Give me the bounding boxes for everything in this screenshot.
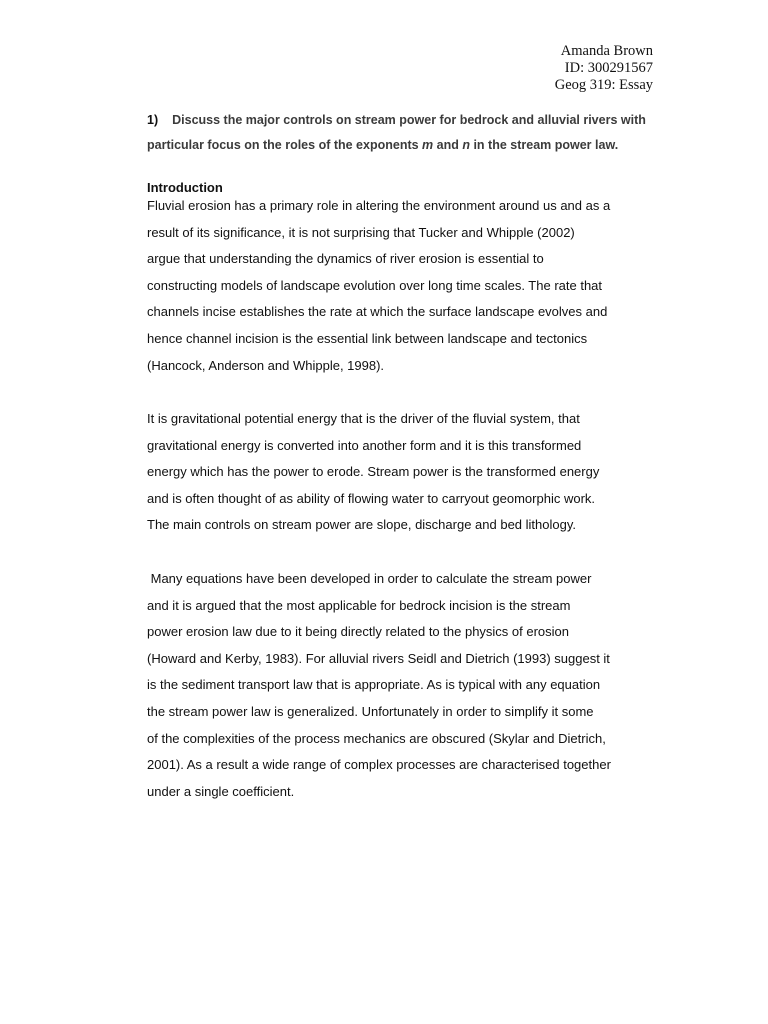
exponent-n: n [462, 138, 470, 152]
author-header [555, 43, 653, 94]
question-text-2b: and [433, 138, 463, 152]
exponent-m: m [422, 138, 434, 152]
paragraph-line: (Howard and Kerby, 1983). For alluvial rivers Seidl and Dietrich (1993) suggest it [147, 650, 610, 666]
paragraph-line: 2001). As a result a wide range of complex processes are characterised together [147, 757, 611, 773]
paragraph-line: and is often thought of as ability of flowing water to carryout geomorphic work. [147, 490, 596, 506]
paragraph-line: and it is argued that the most applicable for bedrock incision is the stream [147, 597, 571, 613]
paragraph-line: The main controls on stream power are slope, discharge and bed lithology. [147, 517, 576, 533]
paragraph-3 [147, 566, 655, 805]
paragraph-line: Fluvial erosion has a primary role in altering the environment around us and as a [147, 198, 611, 213]
student-id: ID: 300291567 [564, 60, 653, 76]
paragraph-line: the stream power law is generalized. Unfortunately in order to simplify it some [147, 703, 594, 719]
section-heading-introduction: Introduction [147, 180, 223, 195]
paragraph-1 [147, 193, 655, 379]
paragraph-2 [147, 406, 655, 539]
paragraph-line: is the sediment transport law that is appropriate. As is typical with any equation [147, 677, 601, 693]
question-number: 1) [147, 113, 159, 127]
paragraph-line: gravitational energy is converted into another form and it is this transformed [147, 437, 582, 453]
essay-question [147, 108, 647, 158]
paragraph-line: result of its significance, it is not surprising that Tucker and Whipple (2002) [147, 224, 575, 240]
question-line-2 [147, 133, 647, 158]
paragraph-line: argue that understanding the dynamics of river erosion is essential to [147, 251, 544, 267]
paragraph-line: constructing models of landscape evolution over long time scales. The rate that [147, 277, 603, 293]
paragraph-line: hence channel incision is the essential link between landscape and tectonics [147, 330, 588, 346]
question-text-2a: particular focus on the roles of the exponents [147, 138, 423, 152]
author-name: Amanda Brown [560, 43, 653, 59]
paragraph-line: It is gravitational potential energy that is the driver of the fluvial system, that [147, 411, 580, 426]
paragraph-line: energy which has the power to erode. Stream power is the transformed energy [147, 464, 600, 480]
question-text-2c: in the stream power law. [469, 138, 619, 152]
paragraph-line: of the complexities of the process mechanics are obscured (Skylar and Dietrich, [147, 730, 606, 746]
question-text-1: Discuss the major controls on stream power for bedrock and alluvial rivers with [172, 113, 646, 127]
paragraph-line: under a single coefficient. [147, 783, 295, 799]
question-line-1 [147, 108, 647, 133]
paragraph-line: power erosion law due to it being directly related to the physics of erosion [147, 624, 570, 640]
paragraph-line: channels incise establishes the rate at which the surface landscape evolves and [147, 304, 608, 320]
paragraph-line: (Hancock, Anderson and Whipple, 1998). [147, 357, 385, 373]
paragraph-line: Many equations have been developed in order to calculate the stream power [147, 571, 592, 586]
course-title: Geog 319: Essay [554, 77, 653, 93]
